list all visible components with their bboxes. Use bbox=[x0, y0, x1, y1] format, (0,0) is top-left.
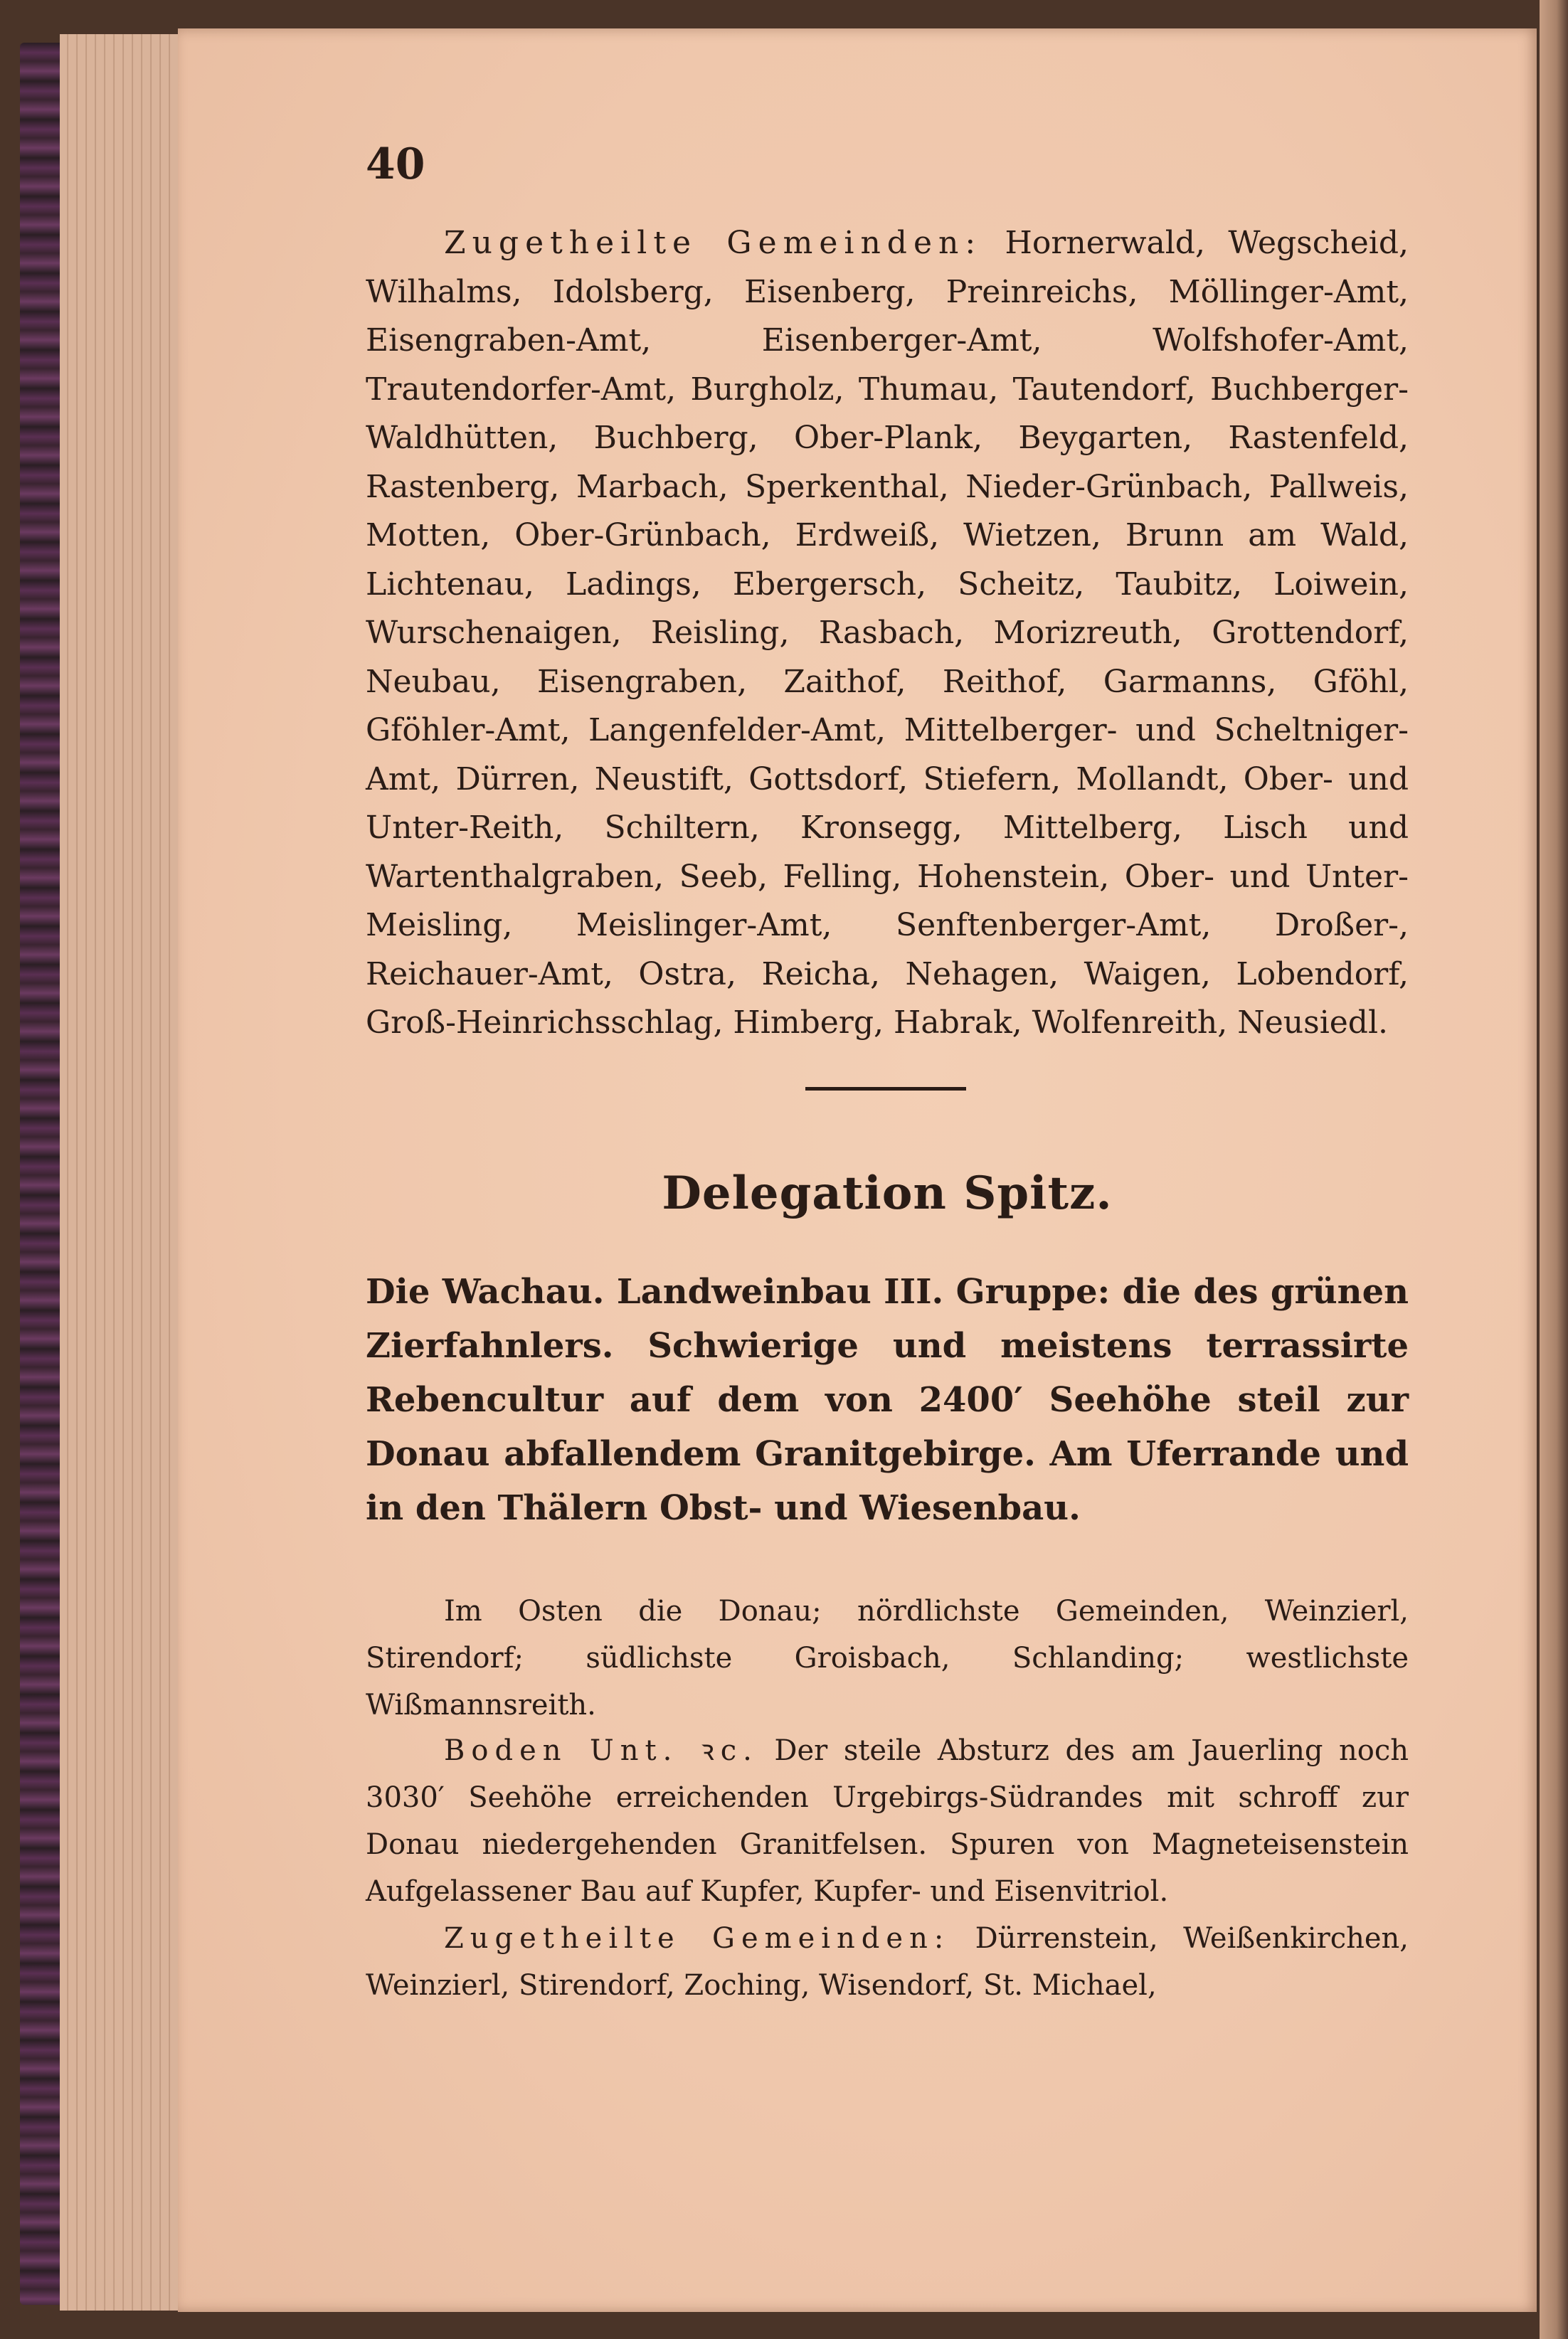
section-divider bbox=[805, 1087, 966, 1091]
page-number: 40 bbox=[366, 139, 425, 189]
page-edges bbox=[60, 34, 181, 2311]
paragraph-label: Boden Unt. ꝛc. bbox=[444, 1734, 758, 1767]
paragraph-label: Zugetheilte Gemeinden: bbox=[444, 1922, 950, 1955]
right-page-edge bbox=[1540, 0, 1568, 2339]
paragraph-municipalities bbox=[366, 219, 1409, 1048]
paragraph-body: Dürrenstein, Weißenkirchen, Weinzierl, Stirendorf, Zoching, Wisendorf, St. Michael, bbox=[366, 1922, 1409, 2002]
paragraph-body: Der steile Absturz des am Jauerling noch 3030′ Seehöhe erreichenden Urgebirgs-Südrandes mit schroff zur Donau niedergehenden Granitfelsen. Spuren von Magneteisenstein Aufgelassener Bau auf Kupfer, Kupfer- und Eisenvitriol. bbox=[366, 1734, 1409, 1908]
paragraph-soil bbox=[366, 1727, 1409, 1915]
section-heading: Delegation Spitz. bbox=[662, 1167, 1113, 1220]
paragraph-body: Hornerwald, Wegscheid, Wilhalms, Idolsberg, Eisenberg, Preinreichs, Möllinger-Amt, Eisengraben-Amt, Eisenberger-Amt, Wolfshofer-Amt, Trautendorfer-Amt, Burgholz, Thumau, Tautendorf, Buchberger-Waldhütten, Buchberg, Ober-Plank, Beygarten, Rastenfeld, Rastenberg, Marbach, Sperkenthal, Nieder-Grünbach, Pallweis, Motten, Ober-Grünbach, Erdweiß, Wietzen, Brunn am Wald, Lichtenau, Ladings, Ebergersch, Scheitz, Taubitz, Loiwein, Wurschenaigen, Reisling, Rasbach, Morizreuth, Grottendorf, Neubau, Eisengraben, Zaithof, Reithof, Garmanns, Gföhl, Gföhler-Amt, Langenfelder-Amt, Mittelberger- und Scheltniger-Amt, Dürren, Neustift, Gottsdorf, Stiefern, Mollandt, Ober- und Unter-Reith, Schiltern, Kronsegg, Mittelberg, Lisch und Wartenthalgraben, Seeb, Felling, Hohenstein, Ober- und Unter-Meisling, Meislinger-Amt, Senftenberger-Amt, Droßer-, Reichauer-Amt, Ostra, Reicha, Nehagen, Waigen, Lobendorf, Groß-Heinrichsschlag, Himberg, Habrak, Wolfenreith, Neusiedl. bbox=[366, 225, 1409, 1041]
paragraph-boundaries: Im Osten die Donau; nördlichste Gemeinden, Weinzierl, Stirendorf; südlichste Groisbach, Schlanding; westlichste Wißmannsreith. bbox=[366, 1595, 1409, 1722]
book-binding bbox=[20, 43, 64, 2305]
paragraph-label: Zugetheilte Gemeinden: bbox=[444, 225, 982, 261]
paragraph-municipalities-spitz bbox=[366, 1915, 1409, 2009]
paragraph-wachau: Die Wachau. Landweinbau III. Gruppe: die des grünen Zierfahnlers. Schwierige und meistens terrassirte Rebencultur auf dem von 2400′ Seehöhe steil zur Donau abfallendem Granitgebirge. Am Uferrande und in den Thälern Obst- und Wiesenbau. bbox=[366, 1272, 1409, 1528]
